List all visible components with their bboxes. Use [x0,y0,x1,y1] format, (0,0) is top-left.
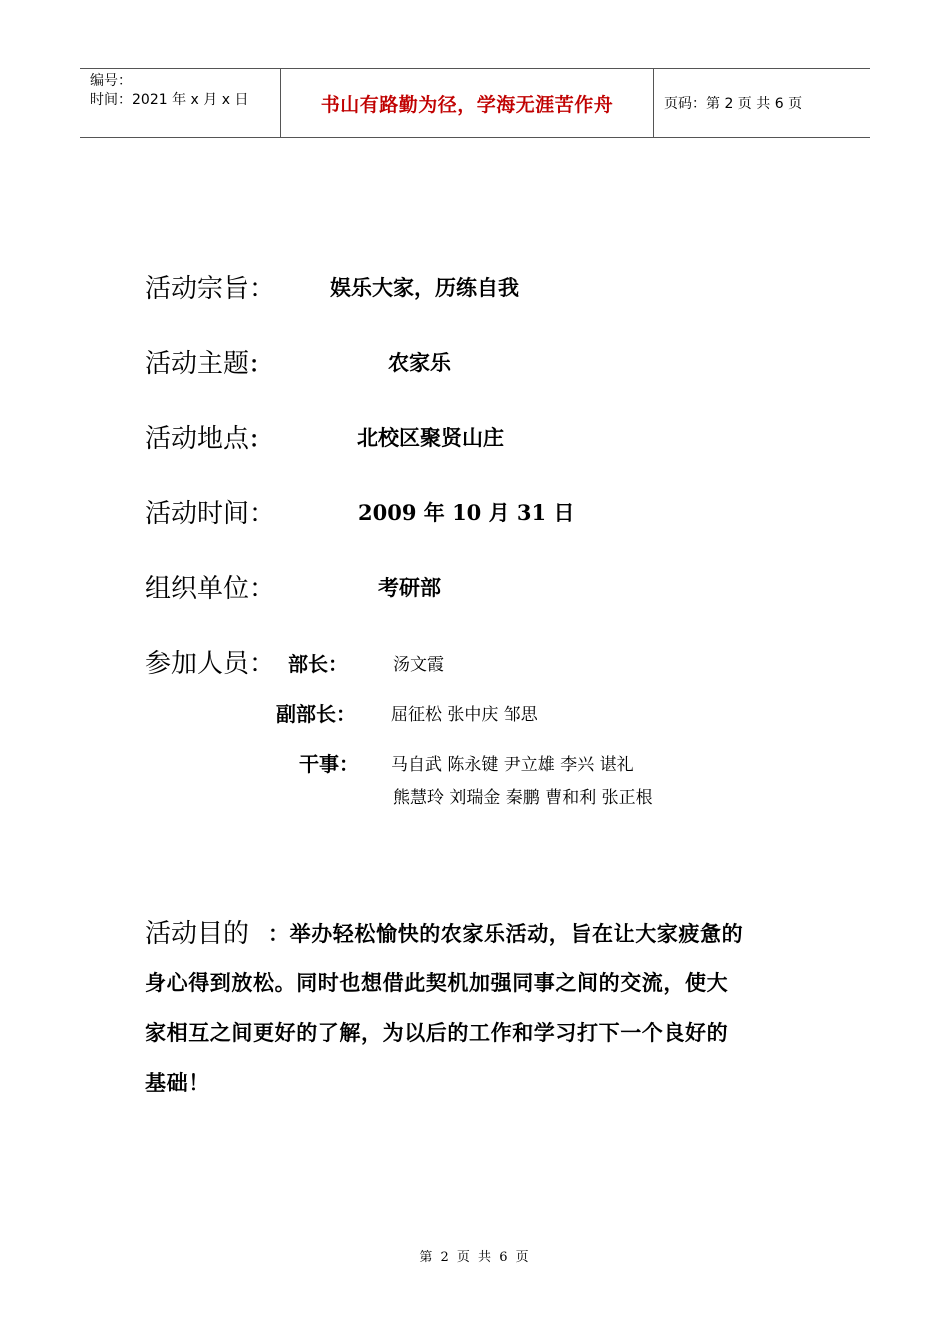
activity-theme-value: 农家乐 [388,350,451,375]
header-page-cell [654,69,870,137]
objective-line-3: 家相互之间更好的了解，为以后的工作和学习打下一个良好的 [145,1020,729,1045]
document-number: 编号： [90,73,132,89]
vice-minister-label: 副部长： [276,702,356,726]
staff-names-line2: 熊慧玲 刘瑞金 秦鹏 曹和利 张正根 [393,788,653,808]
objective-label: 活动目的 [145,919,250,949]
activity-purpose-value: 娱乐大家，历练自我 [330,275,519,300]
staff-names-line1: 马自武 陈永键 尹立雄 李兴 谌礼 [391,755,634,775]
staff-label: 干事： [299,752,359,776]
activity-purpose-label: 活动宗旨： [145,274,276,304]
header-meta-cell [80,69,281,137]
minister-names: 汤文霞 [393,655,444,675]
header-motto: 书山有路勤为径，学海无涯苦作舟 [320,93,614,116]
activity-theme-label: 活动主题： [145,349,272,379]
objective-line-4: 基础！ [145,1070,210,1095]
header-motto-cell [281,69,654,137]
activity-time-value: 2009 年 10 月 31 日 [358,500,575,525]
header-table [80,68,870,138]
objective-line-2: 身心得到放松。同时也想借此契机加强同事之间的交流，使大 [145,970,729,995]
activity-location-label: 活动地点： [145,424,272,454]
organizer-value: 考研部 [378,575,441,600]
activity-location-value: 北校区聚贤山庄 [357,425,504,450]
header-page-info: 页码：第 2 页 共 6 页 [664,96,803,112]
activity-theme-colon: ： [249,352,272,378]
minister-label: 部长： [288,652,348,676]
activity-time-label: 活动时间： [145,499,276,529]
organizer-label: 组织单位： [145,574,276,604]
objective-line-1: ：举办轻松愉快的农家乐活动，旨在让大家疲惫的 [268,921,744,946]
document-date: 时间：2021 年 x 月 x 日 [90,92,249,108]
activity-location-colon: ： [249,427,272,453]
vice-minister-names: 屈征松 张中庆 邹思 [391,705,538,725]
page-footer: 第 2 页 共 6 页 [419,1250,531,1265]
participants-label: 参加人员： [145,649,276,679]
